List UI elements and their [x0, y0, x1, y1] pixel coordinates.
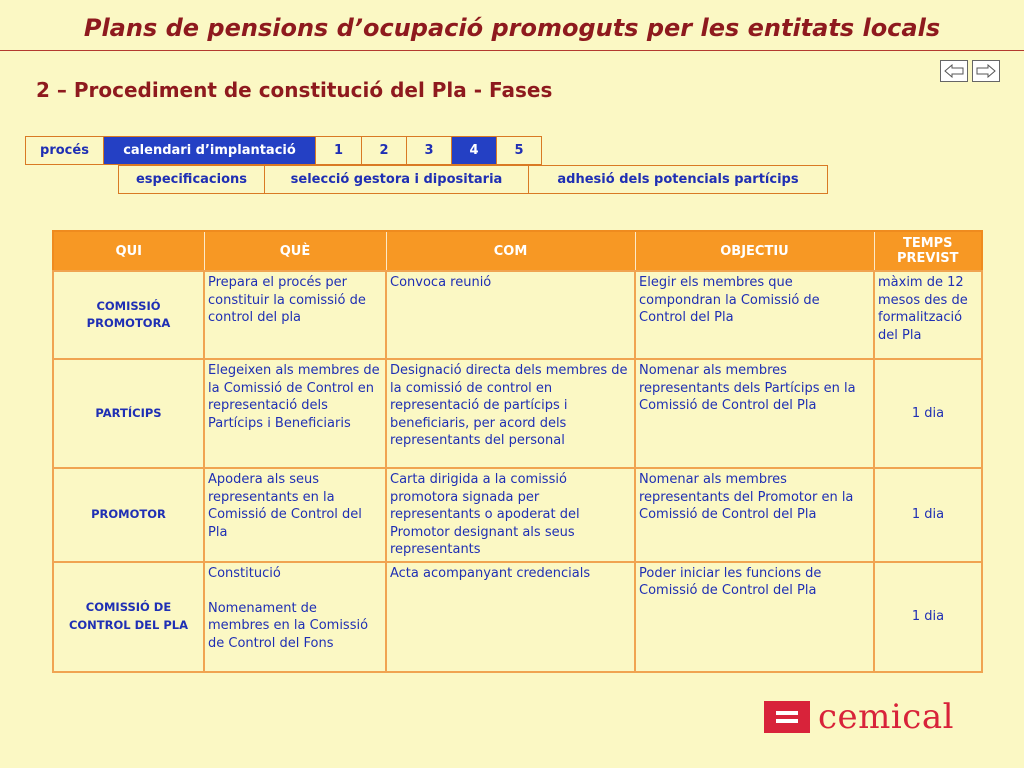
- table-row: [53, 468, 982, 562]
- cell-objectiu: Nomenar als membres representants del Promotor en la Comissió de Control del Pla: [635, 468, 874, 562]
- cell-qui: PARTÍCIPS: [53, 359, 204, 468]
- previous-button[interactable]: [940, 60, 968, 82]
- cell-com: Carta dirigida a la comissió promotora signada per representants o apoderat del Promotor designant als seus representants: [386, 468, 635, 562]
- right-arrow-icon: [976, 64, 996, 78]
- subphase-tabs: [118, 165, 828, 194]
- tab-phase-3[interactable]: 3: [407, 137, 452, 164]
- header-com: COM: [386, 231, 635, 271]
- cell-temps: 1 dia: [874, 562, 982, 672]
- logo-text: cemical: [818, 697, 954, 737]
- cell-que-line-1: Constitució: [208, 565, 281, 581]
- header-temps: TEMPS PREVIST: [874, 231, 982, 271]
- table-row: [53, 271, 982, 359]
- logo-mark: [764, 701, 810, 733]
- tab-especificacions[interactable]: especificacions: [119, 166, 265, 193]
- slide-navigation: [940, 60, 1000, 82]
- spacer: [208, 582, 382, 600]
- cell-qui: COMISSIÓ DE CONTROL DEL PLA: [53, 562, 204, 672]
- phase-table: [52, 230, 983, 673]
- cell-que: Elegeixen als membres de la Comissió de Control en representació dels Partícips i Beneficiaris: [204, 359, 386, 468]
- phase-tabs: [25, 136, 542, 165]
- page-title: Plans de pensions d’ocupació promoguts per les entitats locals: [83, 14, 941, 42]
- next-button[interactable]: [972, 60, 1000, 82]
- tab-calendari[interactable]: calendari d’implantació: [104, 137, 316, 164]
- header-objectiu: OBJECTIU: [635, 231, 874, 271]
- header-que: QUÈ: [204, 231, 386, 271]
- tab-phase-2[interactable]: 2: [362, 137, 407, 164]
- tab-proces[interactable]: procés: [26, 137, 104, 164]
- cell-temps: màxim de 12 mesos des de formalització del Pla: [874, 271, 982, 359]
- tab-phase-1[interactable]: 1: [316, 137, 362, 164]
- table-header-row: [53, 231, 982, 271]
- cell-que: [204, 562, 386, 672]
- tab-phase-4[interactable]: 4: [452, 137, 497, 164]
- title-divider: [0, 50, 1024, 51]
- tab-phase-5[interactable]: 5: [497, 137, 541, 164]
- left-arrow-icon: [944, 64, 964, 78]
- cell-que: Apodera als seus representants en la Comissió de Control del Pla: [204, 468, 386, 562]
- header-qui: QUI: [53, 231, 204, 271]
- section-subtitle: 2 – Procediment de constitució del Pla - Fases: [36, 78, 553, 102]
- tab-seleccio-gestora[interactable]: selecció gestora i dipositaria: [265, 166, 529, 193]
- cell-objectiu: Poder iniciar les funcions de Comissió de Control del Pla: [635, 562, 874, 672]
- cell-objectiu: Nomenar als membres representants dels Partícips en la Comissió de Control del Pla: [635, 359, 874, 468]
- table-row: [53, 359, 982, 468]
- table-row: [53, 562, 982, 672]
- cell-com: Designació directa dels membres de la comissió de control en representació de partícips i beneficiaris, per acord dels representants del personal: [386, 359, 635, 468]
- cell-que-line-2: Nomenament de membres en la Comissió de Control del Fons: [208, 600, 369, 651]
- cell-objectiu: Elegir els membres que compondran la Comissió de Control del Pla: [635, 271, 874, 359]
- cell-que: Prepara el procés per constituir la comissió de control del pla: [204, 271, 386, 359]
- cell-com: Convoca reunió: [386, 271, 635, 359]
- cell-temps: 1 dia: [874, 359, 982, 468]
- tab-adhesio-participes[interactable]: adhesió dels potencials partícips: [529, 166, 827, 193]
- cell-qui: COMISSIÓ PROMOTORA: [53, 271, 204, 359]
- cell-temps: 1 dia: [874, 468, 982, 562]
- cell-com: Acta acompanyant credencials: [386, 562, 635, 672]
- cemical-logo: [764, 697, 954, 737]
- cell-qui: PROMOTOR: [53, 468, 204, 562]
